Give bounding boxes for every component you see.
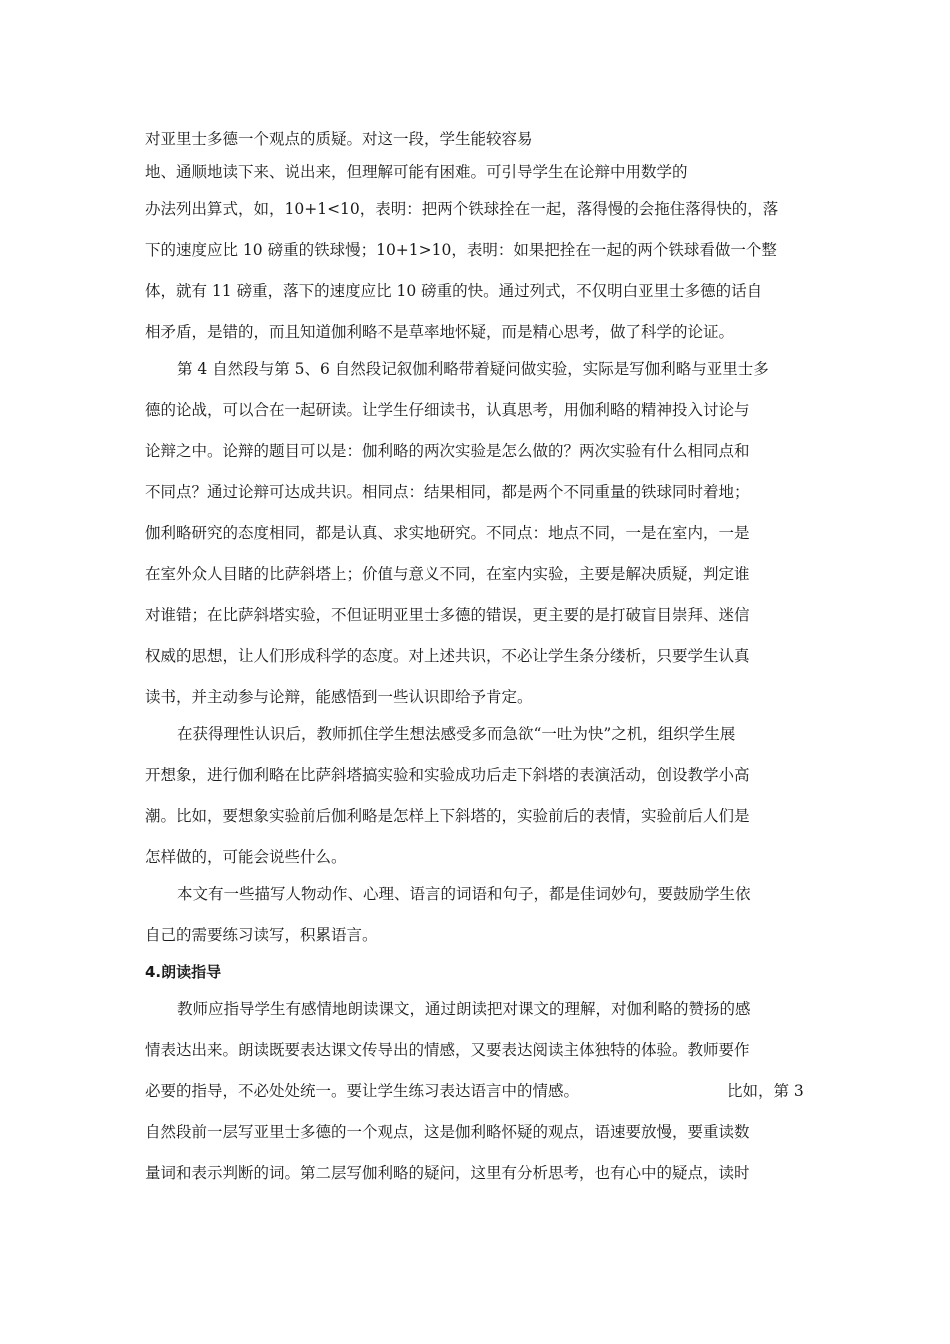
text-line: 论辩之中。论辩的题目可以是：伽利略的两次实验是怎么做的？两次实验有什么相同点和 [145,442,750,460]
text-line: 必要的指导，不必处处统一。要让学生练习表达语言中的情感。 [145,1082,580,1100]
section-heading: 4.朗读指导 [145,963,222,981]
text-line: 自然段前一层写亚里士多德的一个观点，这是伽利略怀疑的观点，语速要放慢，要重读数 [145,1123,750,1141]
text-line: 下的速度应比 10 磅重的铁球慢；10+1>10，表明：如果把拴在一起的两个铁球看做一个整 [145,241,777,259]
text-line: 不同点？通过论辩可达成共识。相同点：结果相同，都是两个不同重量的铁球同时着地； [145,483,750,501]
text-line: 教师应指导学生有感情地朗读课文，通过朗读把对课文的理解，对伽利略的赞扬的感 [177,1000,751,1018]
text-line: 读书，并主动参与论辩，能感悟到一些认识即给予肯定。 [145,688,533,706]
text-line: 本文有一些描写人物动作、心理、语言的词语和句子，都是佳词妙句，要鼓励学生依 [177,885,751,903]
text-line: 体，就有 11 磅重，落下的速度应比 10 磅重的快。通过列式，不仅明白亚里士多德的话自 [145,282,763,300]
text-line: 伽利略研究的态度相同，都是认真、求实地研究。不同点：地点不同，一是在室内，一是 [145,524,750,542]
text-line: 对谁错；在比萨斜塔实验，不但证明亚里士多德的错误，更主要的是打破盲目崇拜、迷信 [145,606,750,624]
text-line: 第 4 自然段与第 5、6 自然段记叙伽利略带着疑问做实验，实际是写伽利略与亚里士多 [177,360,769,378]
text-line: 德的论战，可以合在一起研读。让学生仔细读书，认真思考，用伽利略的精神投入讨论与 [145,401,750,419]
text-line: 权威的思想，让人们形成科学的态度。对上述共识，不必让学生条分缕析，只要学生认真 [145,647,750,665]
text-line: 在室外众人目睹的比萨斜塔上；价值与意义不同，在室内实验，主要是解决质疑，判定谁 [145,565,750,583]
text-line: 潮。比如，要想象实验前后伽利略是怎样上下斜塔的，实验前后的表情，实验前后人们是 [145,807,750,825]
text-line: 办法列出算式，如，10+1<10，表明：把两个铁球拴在一起，落得慢的会拖住落得快的，落 [145,200,779,218]
text-line: 相矛盾，是错的，而且知道伽利略不是草率地怀疑，而是精心思考，做了科学的论证。 [145,323,735,341]
text-line: 量词和表示判断的词。第二层写伽利略的疑问，这里有分析思考，也有心中的疑点，读时 [145,1164,750,1182]
text-line: 情表达出来。朗读既要表达课文传导出的情感，又要表达阅读主体独特的体验。教师要作 [145,1041,750,1059]
text-line: 怎样做的，可能会说些什么。 [145,848,347,866]
text-line: 开想象，进行伽利略在比萨斜塔搞实验和实验成功后走下斜塔的表演活动，创设教学小高 [145,766,750,784]
text-fragment: 比如，第 3 [727,1082,804,1100]
text-line: 地、通顺地读下来、说出来，但理解可能有困难。可引导学生在论辩中用数学的 [145,163,688,181]
text-line: 在获得理性认识后，教师抓住学生想法感受多而急欲“一吐为快”之机，组织学生展 [177,725,736,743]
text-line: 对亚里士多德一个观点的质疑。对这一段，学生能较容易 [145,130,533,148]
text-line: 自己的需要练习读写，积累语言。 [145,926,378,944]
